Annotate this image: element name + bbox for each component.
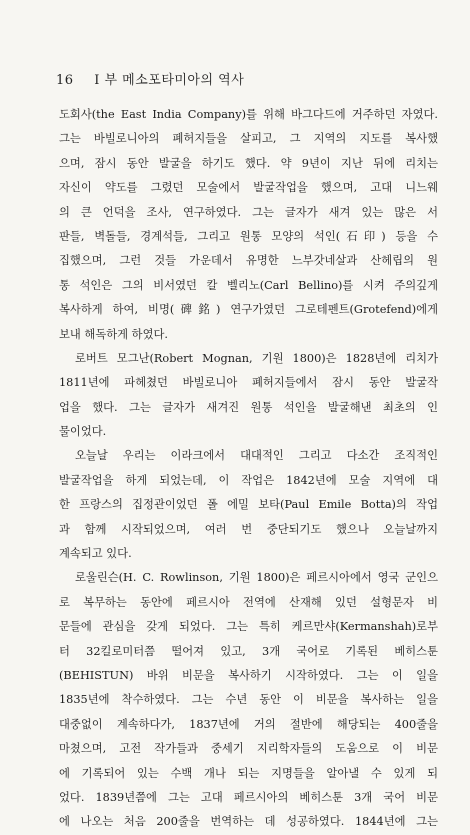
text-line: (BEHISTUN) 바위 비문을 복사하기 시작하였다. 그는 이 일을: [59, 668, 438, 682]
text-line: 로버트 모그난(Robert Mognan, 기원 1800)은 1828년에 리치가: [75, 351, 438, 365]
text-line: 물이었다.: [59, 425, 107, 439]
running-header: [56, 69, 244, 88]
text-line: 자신이 약도를 그렸던 모술에서 발굴작업을 했으며, 고대 니느웨: [59, 181, 438, 195]
text-line: 터 32킬로미터쯤 떨어져 있고, 3개 국어로 기록된 베히스툰: [59, 644, 438, 658]
text-line: 으며, 잠시 동안 발굴을 하기도 했다. 약 9년이 지난 뒤에 리치는: [59, 156, 438, 170]
text-line: 복사하게 하여, 비명(碑銘) 연구가였던 그로테펜트(Grotefend)에게: [59, 303, 438, 317]
text-line: 1835년에 착수하였다. 그는 수년 동안 이 비문을 복사하는 일을: [59, 693, 438, 707]
text-line: 1811년에 파헤쳤던 바빌로니아 폐허지들에서 잠시 동안 발굴작: [59, 376, 438, 390]
text-line: 로 복무하는 동안에 페르시아 전역에 산재해 있던 설형문자 비: [59, 595, 438, 609]
text-line: 업을 했다. 그는 글자가 새겨진 원통 석인을 발굴해낸 최초의 인: [59, 400, 438, 414]
text-line: 발굴작업을 하게 되었는데, 이 작업은 1842년에 모술 지역에 대: [59, 473, 438, 487]
page-number: 16: [56, 73, 74, 88]
text-line: 로울린슨(H. C. Rowlinson, 기원 1800)은 페르시아에서 영국 군인으: [75, 571, 438, 585]
text-line: 대중없이 계속하다가, 1837년에 거의 절반에 해당되는 400줄을: [59, 717, 438, 731]
text-line: 판들, 벽돌들, 경계석들, 그리고 원통 모양의 석인(石印) 등을 수: [59, 229, 438, 243]
running-title: I 부 메소포타미아의 역사: [94, 73, 245, 88]
text-line: 었다. 1839년쯤에 그는 고대 페르시아의 베히스툰 3개 국어 비문: [59, 790, 438, 804]
text-line: 의 큰 언덕을 조사, 연구하였다. 그는 글자가 새겨 있는 많은 서: [59, 205, 438, 219]
text-line: 통 석인은 그의 비서였던 칼 벨리노(Carl Bellino)를 시켜 주의깊게: [59, 278, 438, 292]
text-line: 그는 바빌로니아의 폐허지들을 살피고, 그 지역의 지도를 복사했: [59, 132, 438, 146]
text-line: 과 함께 시작되었으며, 여러 번 중단되기도 했으나 오늘날까지: [59, 522, 438, 536]
text-line: 에 기록되어 있는 수백 개나 되는 지명들을 알아낼 수 있게 되: [59, 766, 438, 780]
text-line: 한 프랑스의 집정관이었던 폴 에밀 보타(Paul Emile Botta)의 작업: [59, 498, 438, 512]
text-line: 문들에 관심을 갖게 되었다. 그는 특히 케르만샤(Kermanshah)로부: [59, 620, 438, 634]
text-line: 계속되고 있다.: [59, 547, 132, 561]
text-line: 오늘날 우리는 이라크에서 대대적인 그리고 다소간 조직적인: [75, 449, 438, 463]
body-text: [59, 103, 438, 835]
text-line: 도회사(the East India Company)를 위해 바그다드에 거주하던 자였다.: [59, 108, 438, 121]
text-line: 에 나오는 처음 200줄을 번역하는 데 성공하였다. 1844년에 그는: [59, 815, 438, 829]
text-line: 마쳤으며, 고전 작가들과 중세기 지리학자들의 도움으로 이 비문: [59, 742, 438, 756]
text-line: 집했으며, 그런 것들 가운데서 유명한 느부갓네살과 산헤립의 원: [59, 254, 438, 268]
text-line: 보내 해독하게 하였다.: [59, 327, 168, 341]
